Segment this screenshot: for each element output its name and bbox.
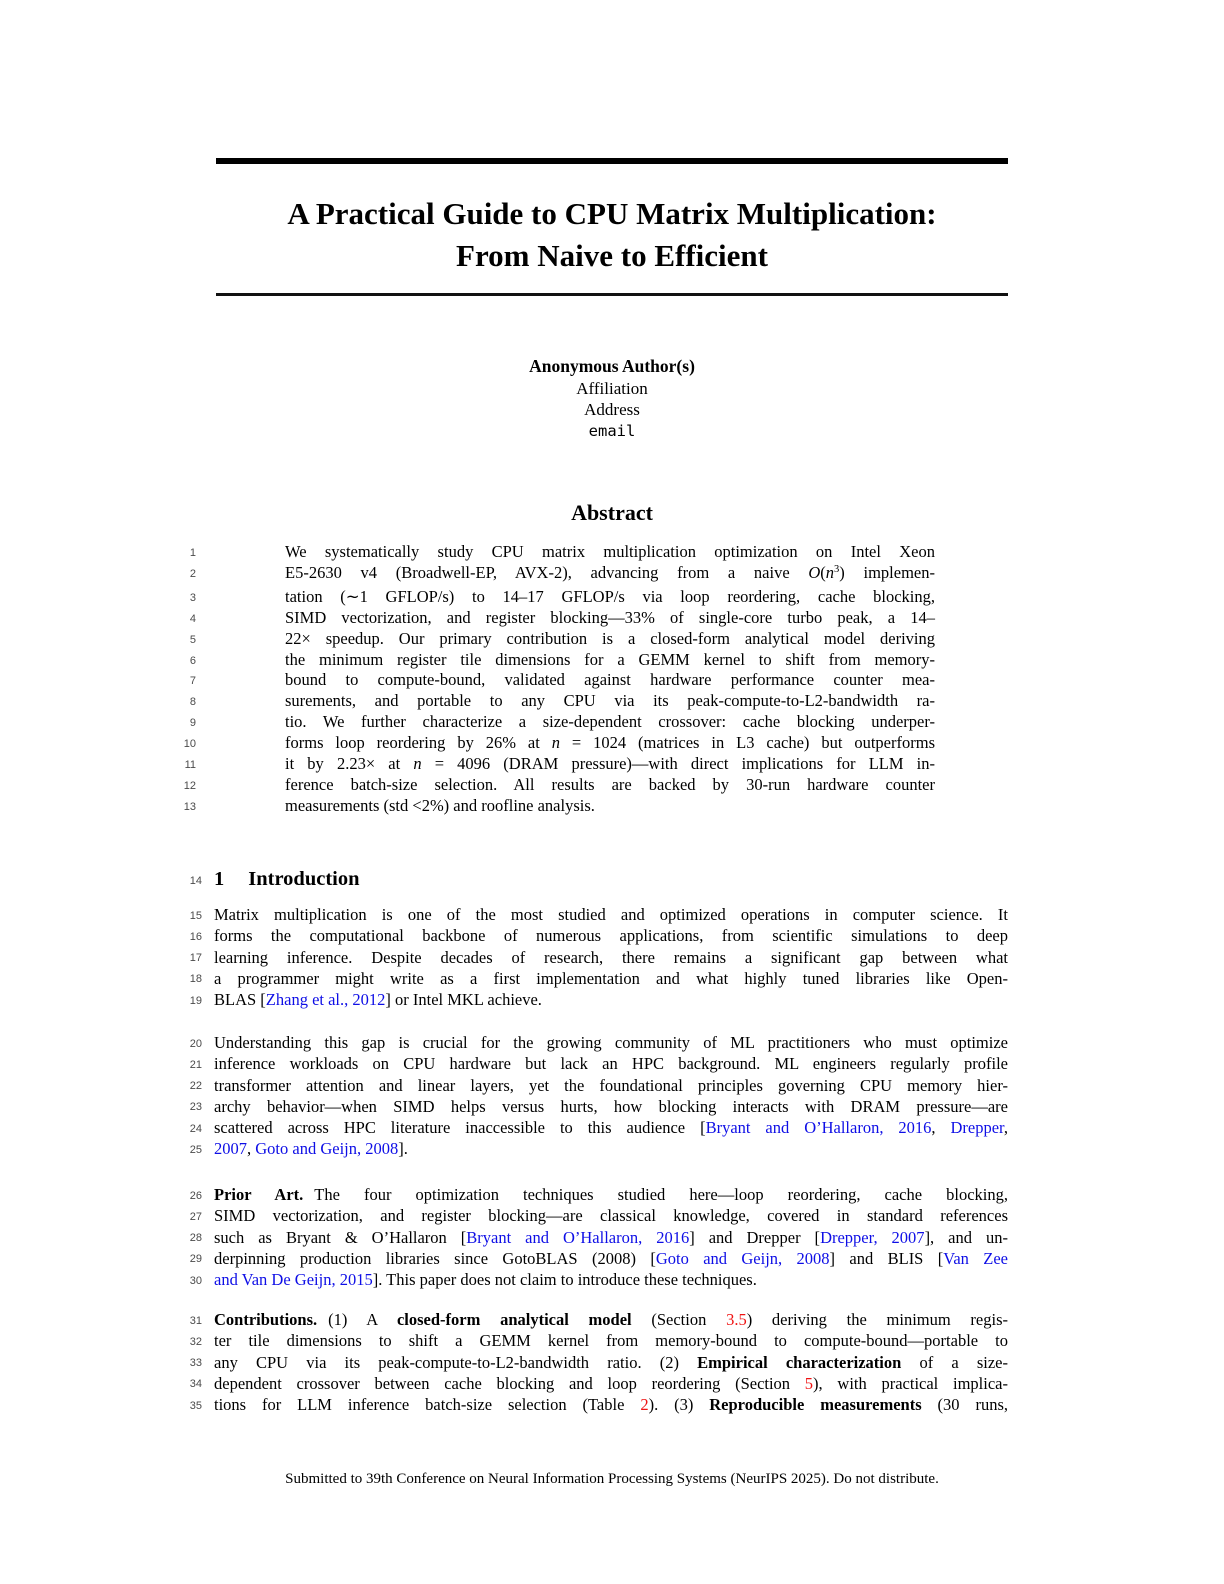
text-segment: Understanding this gap is crucial for the growing community of ML practitioners who must optimize: [214, 1033, 1008, 1052]
text-segment: 22× speedup. Our primary contribution is a closed-form analytical model deriving: [285, 628, 935, 648]
text-segment: tation (∼1 GFLOP/s) to 14–17 GFLOP/s via loop reordering, cache blocking,: [285, 586, 935, 606]
line-number: 5: [189, 633, 196, 646]
paragraph-introduction-1: [189, 904, 1008, 1010]
text-line: [189, 1248, 1008, 1269]
text-segment: ,: [1003, 1118, 1009, 1138]
text-segment: ] or Intel MKL achieve.: [385, 990, 542, 1010]
line-number: 9: [189, 717, 196, 730]
line-number: 17: [189, 952, 202, 965]
text-segment: the minimum register tile dimensions for a GEMM kernel to shift from memory-: [285, 649, 935, 669]
text-line: [189, 1138, 1008, 1159]
line-number: 22: [189, 1080, 202, 1093]
line-number: 32: [189, 1335, 202, 1348]
text-line: [189, 1117, 1009, 1138]
line-number: 14: [189, 875, 202, 887]
line-number: 1: [189, 547, 196, 559]
text-segment: = 4096 (DRAM pressure)—with direct implications for LLM in-: [421, 754, 935, 774]
line-number: 18: [189, 973, 202, 986]
line-number: 24: [189, 1122, 202, 1135]
text-line: [189, 947, 1008, 968]
line-number: 26: [189, 1189, 202, 1202]
line-number: 31: [189, 1314, 202, 1327]
text-segment: inference workloads on CPU hardware but lack an HPC background. ML engineers regularly profile: [214, 1054, 1008, 1074]
line-number: 19: [189, 994, 202, 1007]
text-segment: ]. This paper does not claim to introduce these techniques.: [372, 1270, 757, 1290]
author-name: Anonymous Author(s): [529, 356, 695, 376]
text-segment: Prior Art.: [214, 1185, 304, 1204]
abstract-heading: Abstract: [571, 500, 653, 525]
text-segment: such as Bryant & O’Hallaron [: [214, 1227, 467, 1247]
text-segment: n: [825, 562, 835, 582]
text-segment: ] and BLIS [: [829, 1248, 944, 1268]
text-segment: transformer attention and linear layers, yet the foundational principles governing CPU memory hier-: [214, 1075, 1008, 1095]
text-line: [189, 1373, 1008, 1394]
text-segment: ). (3): [648, 1395, 710, 1415]
text-line: [184, 754, 935, 775]
line-number: 28: [189, 1232, 202, 1245]
text-line: [189, 1269, 1008, 1290]
text-segment: ), with practical implica-: [813, 1373, 1008, 1393]
line-number: 29: [189, 1253, 202, 1266]
line-number: 35: [189, 1399, 202, 1412]
line-number: 7: [189, 675, 196, 688]
text-segment: The four optimization techniques studied here—loop reordering, cache blocking,: [314, 1185, 1008, 1204]
text-line: [189, 1330, 1008, 1351]
line-number: 8: [189, 696, 196, 709]
text-line: [183, 774, 935, 796]
text-segment: (: [820, 562, 826, 582]
text-segment: SIMD vectorization, and register blocking—33% of single-core turbo peak, a 14–: [285, 607, 935, 627]
text-segment: derpinning production libraries since GotoBLAS (2008) [: [214, 1248, 656, 1268]
text-line: [189, 586, 935, 608]
text-segment: (Section: [631, 1310, 727, 1329]
text-line: [183, 733, 935, 754]
line-number: 23: [189, 1101, 202, 1114]
text-line: [189, 925, 1008, 946]
citation-link[interactable]: 2007: [214, 1139, 247, 1159]
citation-link[interactable]: Zhang et al., 2012: [265, 990, 386, 1010]
line-number: 20: [189, 1037, 202, 1050]
text-segment: Empirical characterization: [697, 1352, 902, 1372]
line-number: 30: [189, 1274, 202, 1287]
text-line: [189, 649, 935, 671]
section-ref-link[interactable]: 5: [804, 1373, 814, 1393]
text-segment: ) implemen-: [839, 562, 935, 582]
title-rule-bottom: [216, 293, 1008, 296]
text-line: [189, 1053, 1008, 1074]
paper-title-line-2: From Naive to Efficient: [456, 238, 768, 273]
line-number: 33: [189, 1357, 202, 1370]
text-segment: bound to compute-bound, validated against hardware performance counter mea-: [285, 670, 935, 690]
line-number: 6: [189, 654, 196, 667]
text-segment: it by 2.23× at: [285, 754, 414, 774]
text-segment: Reproducible measurements: [709, 1395, 922, 1415]
line-number: 12: [183, 779, 196, 792]
text-line: [189, 712, 935, 733]
text-segment: ], and un-: [924, 1227, 1008, 1247]
author-affiliation: Affiliation: [576, 378, 648, 398]
text-line: [189, 989, 1008, 1010]
text-line: [189, 1184, 1008, 1205]
text-line: [189, 1352, 1008, 1373]
section-number: 1: [214, 868, 225, 890]
text-segment: ference batch-size selection. All results are backed by 30-run hardware counter: [285, 774, 935, 794]
text-segment: a programmer might write as a first implementation and what highly tuned libraries like Open-: [214, 968, 1008, 988]
citation-link[interactable]: and Van De Geijn, 2015: [214, 1270, 373, 1290]
text-segment: 3: [834, 564, 840, 576]
line-number: 3: [189, 591, 196, 604]
text-segment: O: [808, 562, 821, 582]
paragraph-prior-art: [189, 1184, 1008, 1290]
line-number: 34: [189, 1378, 202, 1391]
text-line: [189, 542, 935, 563]
text-segment: forms loop reordering by 26% at: [285, 733, 552, 753]
line-number: 2: [189, 567, 196, 580]
text-line: [189, 1394, 1008, 1415]
line-number: 4: [189, 612, 196, 625]
text-line: [189, 562, 935, 587]
text-segment: closed-form analytical model: [396, 1310, 632, 1329]
text-line: [189, 1032, 1008, 1053]
text-line: [189, 628, 935, 650]
text-line: [189, 607, 935, 629]
text-line: [189, 904, 1008, 925]
text-segment: ].: [398, 1139, 408, 1159]
line-number: 10: [183, 738, 196, 751]
text-segment: tio. We further characterize a size-dependent crossover: cache blocking underper-: [285, 712, 935, 732]
text-segment: dependent crossover between cache blocking and loop reordering (Section: [214, 1373, 805, 1393]
text-line: [189, 968, 1008, 989]
text-segment: Contributions.: [214, 1310, 318, 1329]
text-segment: (30 runs,: [921, 1395, 1008, 1415]
text-segment: any CPU via its peak-compute-to-L2-bandwidth ratio. (2): [214, 1352, 698, 1372]
author-block: [216, 356, 1008, 442]
abstract-body: [183, 542, 935, 817]
text-line: [183, 795, 935, 817]
citation-link[interactable]: Drepper, 2007: [820, 1227, 925, 1247]
line-number: 21: [189, 1058, 202, 1071]
text-segment: scattered across HPC literature inaccessible to this audience [: [214, 1118, 706, 1138]
line-number: 25: [189, 1143, 202, 1156]
text-segment: BLAS [: [214, 990, 266, 1010]
citation-link[interactable]: Bryant and O’Hallaron, 2016: [466, 1227, 690, 1247]
text-segment: E5-2630 v4 (Broadwell-EP, AVX-2), advancing from a naive: [285, 562, 809, 582]
citation-link[interactable]: Goto and Geijn, 2008: [655, 1248, 830, 1268]
paragraph-introduction-2: [189, 1032, 1009, 1160]
citation-link[interactable]: Drepper: [950, 1118, 1004, 1138]
citation-link[interactable]: Goto and Geijn, 2008: [255, 1139, 399, 1159]
text-segment: = 1024 (matrices in L3 cache) but outperforms: [559, 733, 935, 753]
text-segment: of a size-: [901, 1352, 1008, 1372]
line-number: 27: [189, 1210, 202, 1223]
text-line: [189, 670, 935, 691]
section-title: Introduction: [248, 868, 360, 890]
section-heading: [189, 867, 1008, 891]
citation-link[interactable]: Bryant and O’Hallaron, 2016: [705, 1118, 932, 1138]
paragraph-contributions: [189, 1309, 1008, 1415]
text-line: [189, 691, 935, 712]
text-line: [189, 1075, 1008, 1096]
text-segment: ,: [931, 1118, 951, 1138]
text-segment: surements, and portable to any CPU via its peak-compute-to-L2-bandwidth ra-: [285, 691, 935, 711]
line-number: 16: [189, 930, 202, 943]
text-segment: ter tile dimensions to shift a GEMM kernel from memory-bound to compute-bound—portable to: [214, 1331, 1008, 1351]
section-ref-link[interactable]: 3.5: [726, 1310, 747, 1329]
line-number: 11: [184, 759, 196, 772]
title-rule-top: [216, 158, 1008, 164]
text-line: [189, 1227, 1008, 1248]
text-segment: learning inference. Despite decades of research, there remains a significant gap between what: [214, 947, 1008, 967]
section-ref-link[interactable]: 2: [640, 1395, 649, 1415]
text-segment: ] and Drepper [: [689, 1227, 821, 1247]
text-segment: n: [551, 733, 560, 753]
text-segment: ) deriving the minimum regis-: [746, 1310, 1008, 1329]
text-segment: n: [413, 754, 422, 774]
paper-title-line-1: A Practical Guide to CPU Matrix Multiplication:: [287, 196, 937, 231]
text-line: [189, 1096, 1008, 1117]
text-segment: archy behavior—when SIMD helps versus hurts, how blocking interacts with DRAM pressure—are: [214, 1096, 1008, 1116]
text-segment: measurements (std <2%) and roofline analysis.: [285, 795, 595, 815]
line-number: 13: [183, 800, 196, 813]
text-segment: (1) A: [328, 1310, 397, 1329]
text-line: [189, 1309, 1008, 1330]
text-segment: tions for LLM inference batch-size selection (Table: [214, 1395, 641, 1415]
text-segment: We systematically study CPU matrix multiplication optimization on Intel Xeon: [285, 542, 935, 561]
line-number: 15: [189, 909, 202, 922]
text-line: [189, 1205, 1008, 1226]
submission-footer: Submitted to 39th Conference on Neural Information Processing Systems (NeurIPS 2025). Do not distribute.: [285, 1471, 939, 1487]
author-email: email: [588, 421, 636, 440]
text-segment: ,: [247, 1139, 256, 1159]
citation-link[interactable]: Van Zee: [943, 1248, 1008, 1268]
text-segment: SIMD vectorization, and register blocking—are classical knowledge, covered in standard references: [214, 1206, 1008, 1226]
paper-title: [216, 193, 1008, 277]
text-segment: forms the computational backbone of numerous applications, from scientific simulations to deep: [214, 926, 1008, 946]
text-segment: Matrix multiplication is one of the most studied and optimized operations in computer science. It: [214, 905, 1008, 924]
author-address: Address: [584, 400, 640, 419]
